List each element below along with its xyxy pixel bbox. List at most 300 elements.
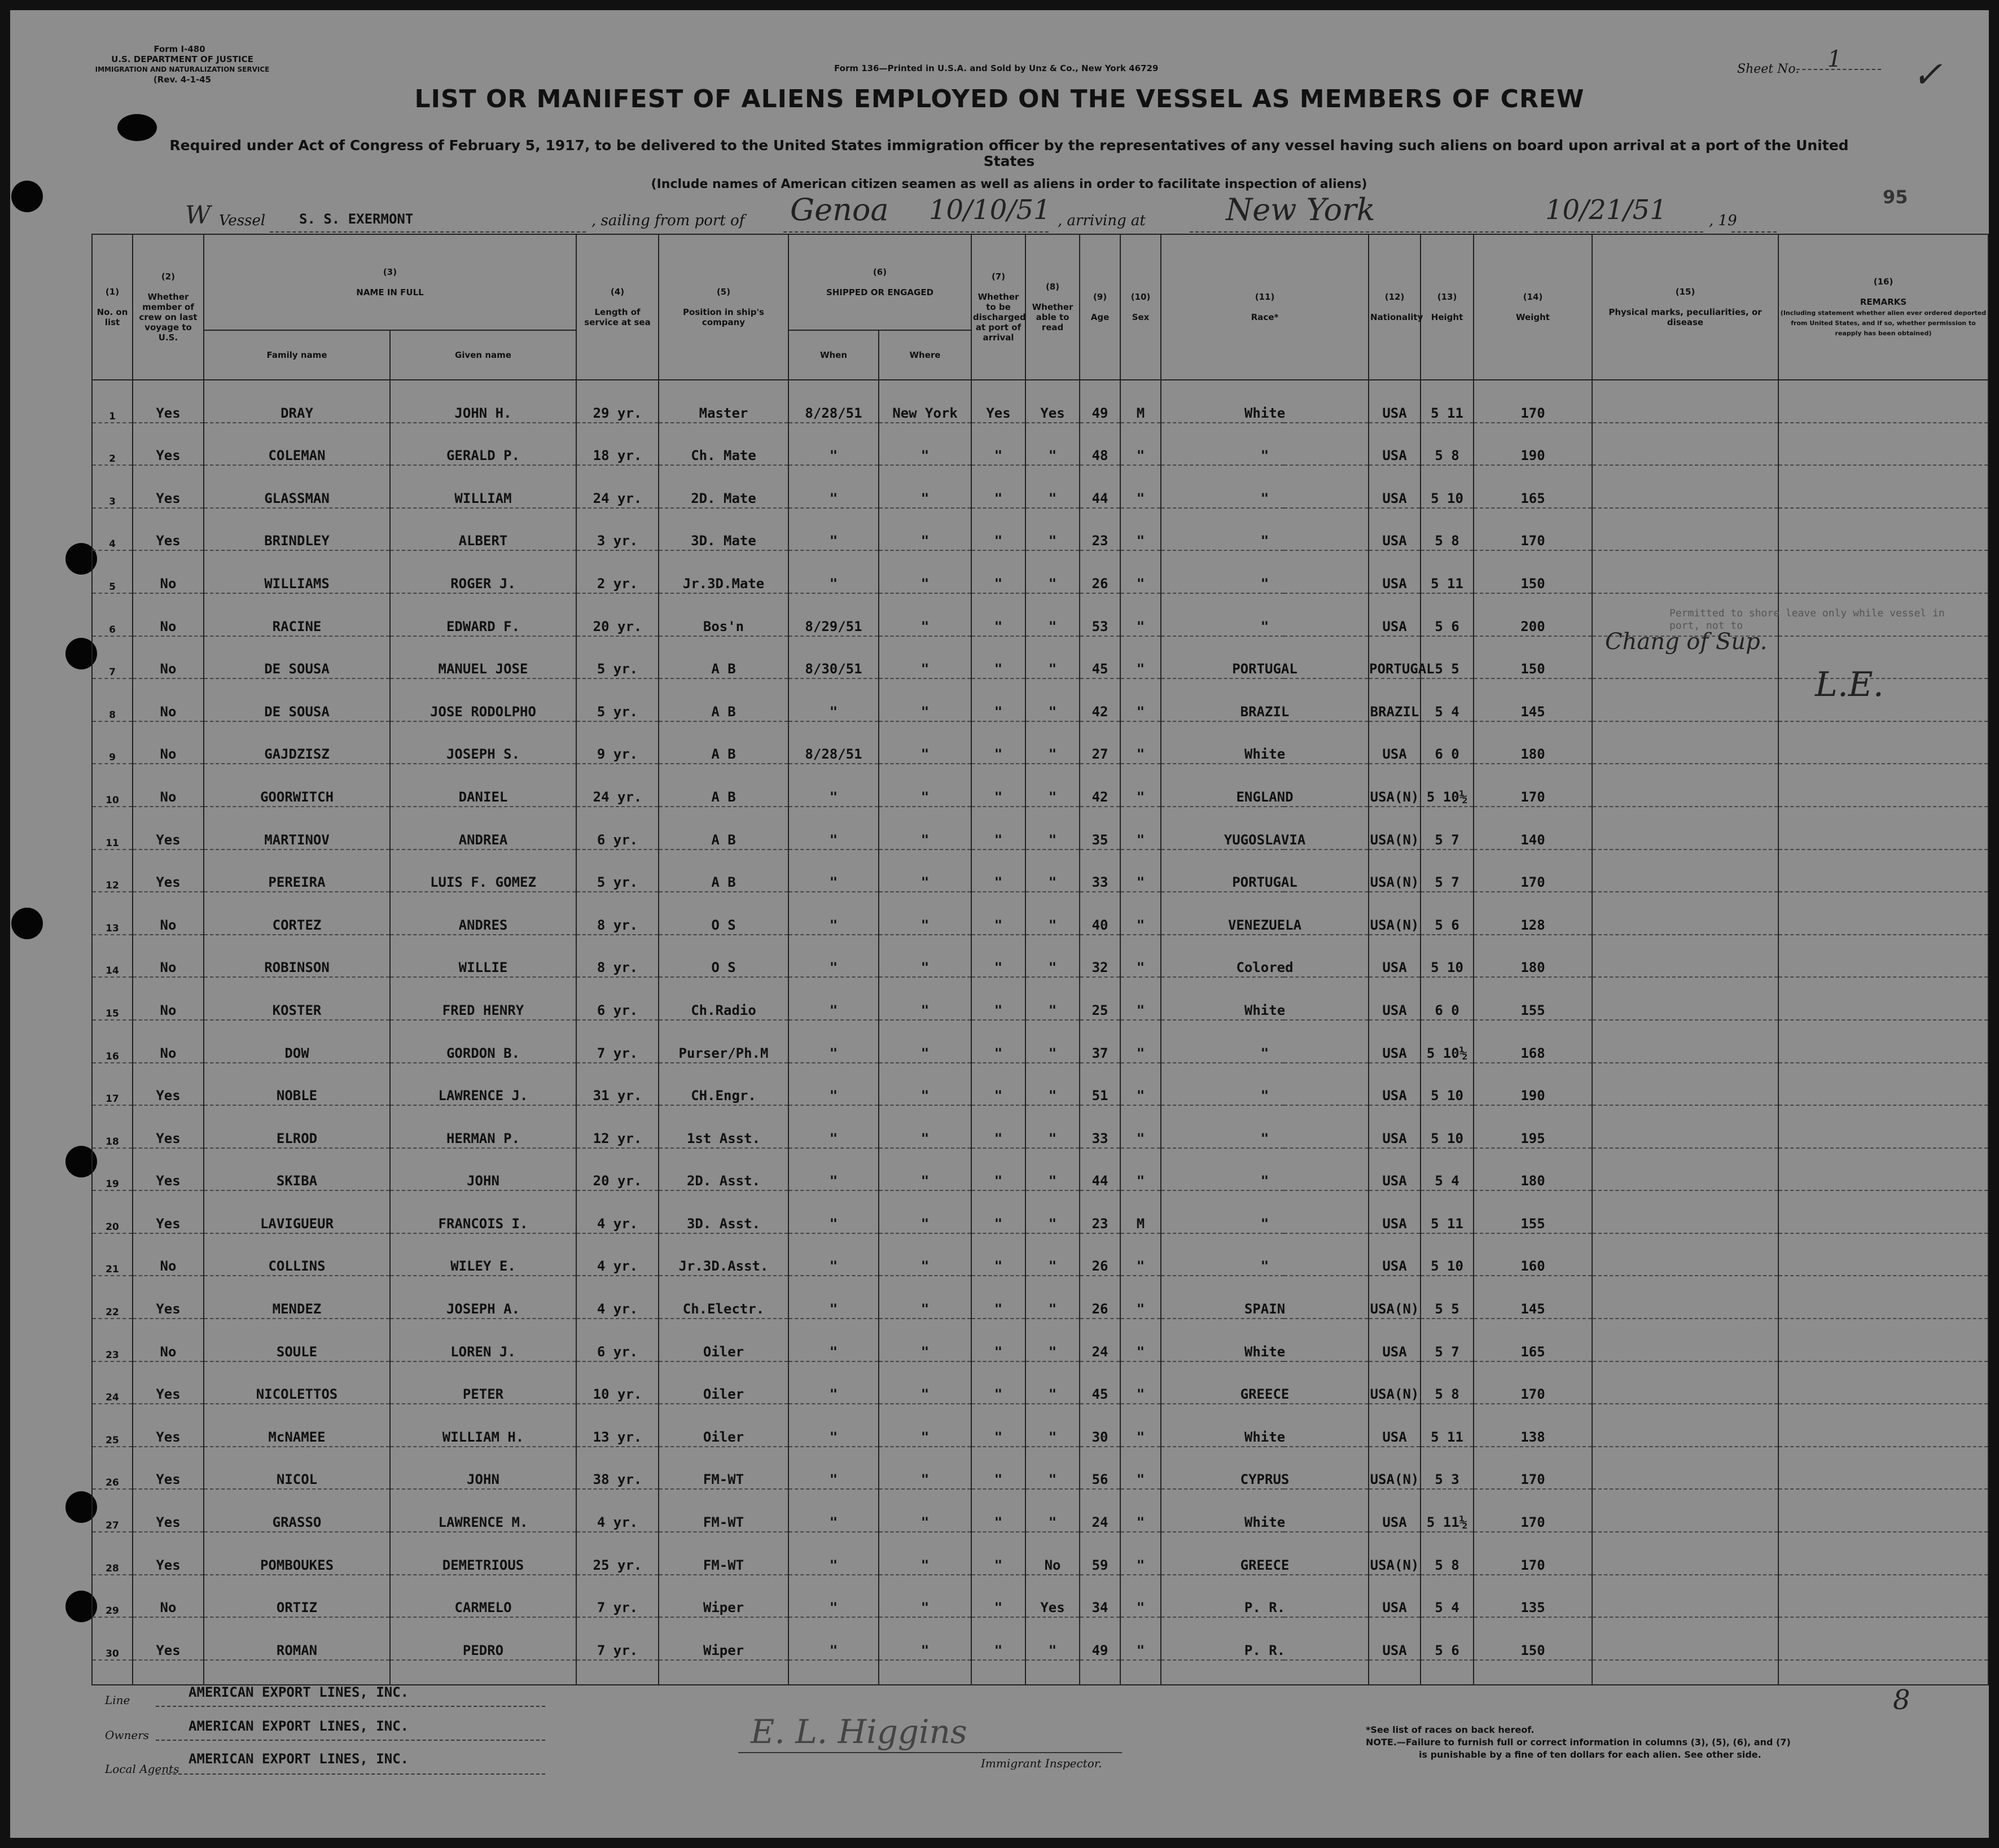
cell-no: 7 (92, 636, 133, 679)
cell-when: " (788, 1063, 879, 1106)
cell-position: O S (659, 892, 788, 935)
cell-race: SPAIN (1161, 1276, 1369, 1319)
col-where: Where (879, 330, 971, 380)
cell-physical (1592, 1190, 1778, 1233)
cell-read: " (1025, 849, 1080, 892)
cell-no: 2 (92, 423, 133, 466)
cell-voy: No (133, 636, 204, 679)
cell-service: 24 yr. (576, 465, 659, 508)
cell-family: WILLIAMS (204, 550, 390, 593)
manifest-sheet (10, 10, 1989, 1838)
cell-family: DE SOUSA (204, 636, 390, 679)
signature-line (738, 1752, 1122, 1753)
cell-remarks (1778, 977, 1988, 1020)
cell-no: 28 (92, 1532, 133, 1575)
cell-remarks (1778, 849, 1988, 892)
spacer-cell (133, 1660, 204, 1685)
cell-where: " (879, 764, 971, 807)
cell-height: 5 11 (1421, 550, 1474, 593)
cell-physical (1592, 550, 1778, 593)
table-row (92, 1020, 1988, 1063)
cell-voy: Yes (133, 1063, 204, 1106)
col-header-5: (5) Position in ship's company (659, 234, 788, 380)
cell-family: GAJDZISZ (204, 721, 390, 764)
cell-service: 29 yr. (576, 380, 659, 423)
cell-remarks (1778, 423, 1988, 466)
cell-service: 18 yr. (576, 423, 659, 466)
cell-sex: " (1120, 764, 1161, 807)
penalty-note-1: NOTE.—Failure to furnish full or correct information in columns (3), (5), (6), and (7) (1366, 1737, 1791, 1748)
table-row (92, 1233, 1988, 1276)
form-subtitle: Required under Act of Congress of February 5, 1917, to be delivered to the United States immigration officer by the representatives of any vessel having such aliens on board upon arrival at a port of the United States (169, 137, 1849, 169)
cell-height: 5 10 (1421, 1063, 1474, 1106)
cell-when: " (788, 892, 879, 935)
cell-race: " (1161, 593, 1369, 636)
cell-disch: Yes (971, 380, 1025, 423)
cell-remarks (1778, 892, 1988, 935)
cell-remarks (1778, 721, 1988, 764)
cell-height: 5 6 (1421, 593, 1474, 636)
cell-weight: 170 (1474, 1532, 1592, 1575)
cell-voy: No (133, 550, 204, 593)
cell-read: " (1025, 508, 1080, 551)
cell-read: " (1025, 1190, 1080, 1233)
cell-when: 8/28/51 (788, 721, 879, 764)
cell-given: ALBERT (390, 508, 576, 551)
cell-voy: Yes (133, 465, 204, 508)
table-row (92, 977, 1988, 1020)
cell-when: " (788, 1020, 879, 1063)
cell-position: CH.Engr. (659, 1063, 788, 1106)
cell-weight: 140 (1474, 807, 1592, 849)
cell-sex: " (1120, 1063, 1161, 1106)
cell-sex: " (1120, 1319, 1161, 1361)
cell-disch: " (971, 550, 1025, 593)
cell-sex: M (1120, 1190, 1161, 1233)
spacer-cell (92, 1660, 133, 1685)
inspector-label: Immigrant Inspector. (981, 1757, 1102, 1770)
cell-position: FM-WT (659, 1532, 788, 1575)
cell-nat: USA(N) (1369, 807, 1421, 849)
cell-service: 7 yr. (576, 1617, 659, 1660)
cell-family: McNAMEE (204, 1404, 390, 1447)
cell-when: " (788, 1532, 879, 1575)
cell-weight: 180 (1474, 721, 1592, 764)
cell-height: 6 0 (1421, 721, 1474, 764)
table-row (92, 1190, 1988, 1233)
cell-weight: 150 (1474, 550, 1592, 593)
cell-age: 30 (1080, 1404, 1120, 1447)
form-instruction: (Include names of American citizen seamen as well as aliens in order to facilitate inspection of aliens) (651, 177, 1367, 191)
owners-value: AMERICAN EXPORT LINES, INC. (188, 1718, 409, 1734)
cell-height: 5 8 (1421, 423, 1474, 466)
cell-when: " (788, 1447, 879, 1490)
cell-voy: Yes (133, 1532, 204, 1575)
cell-no: 17 (92, 1063, 133, 1106)
cell-sex: " (1120, 935, 1161, 978)
cell-disch: " (971, 1404, 1025, 1447)
cell-nat: USA (1369, 1489, 1421, 1532)
cell-service: 20 yr. (576, 1148, 659, 1191)
cell-given: FRANCOIS I. (390, 1190, 576, 1233)
cell-where: " (879, 849, 971, 892)
table-row (92, 1404, 1988, 1447)
cell-weight: 150 (1474, 636, 1592, 679)
cell-weight: 170 (1474, 1361, 1592, 1404)
agents-value: AMERICAN EXPORT LINES, INC. (188, 1751, 409, 1767)
cell-family: MENDEZ (204, 1276, 390, 1319)
remarks-stamp: Permitted to shore leave only while vessel in port, not to (1669, 607, 1945, 632)
cell-voy: Yes (133, 380, 204, 423)
cell-no: 26 (92, 1447, 133, 1490)
cell-physical (1592, 1063, 1778, 1106)
cell-read: " (1025, 1020, 1080, 1063)
cell-disch: " (971, 892, 1025, 935)
table-row (92, 1447, 1988, 1490)
cell-height: 5 8 (1421, 1361, 1474, 1404)
remarks-handwriting: Chang of Sup. (1605, 629, 1768, 655)
cell-given: JOSE RODOLPHO (390, 678, 576, 721)
cell-no: 15 (92, 977, 133, 1020)
corner-mark: 8 (1893, 1684, 1910, 1716)
col-header-4: (4) Length of service at sea (576, 234, 659, 380)
cell-service: 10 yr. (576, 1361, 659, 1404)
cell-voy: Yes (133, 1489, 204, 1532)
cell-where: " (879, 892, 971, 935)
cell-height: 5 3 (1421, 1447, 1474, 1490)
cell-position: Oiler (659, 1404, 788, 1447)
table-row (92, 1532, 1988, 1575)
cell-no: 10 (92, 764, 133, 807)
cell-disch: " (971, 935, 1025, 978)
cell-race: GREECE (1161, 1361, 1369, 1404)
form-number: Form I-480 (154, 44, 205, 54)
cell-read: " (1025, 1276, 1080, 1319)
table-row (92, 380, 1988, 423)
cell-sex: " (1120, 508, 1161, 551)
cell-race: " (1161, 1020, 1369, 1063)
cell-physical (1592, 721, 1778, 764)
cell-where: " (879, 1617, 971, 1660)
cell-sex: " (1120, 1276, 1161, 1319)
cell-voy: No (133, 1233, 204, 1276)
cell-sex: " (1120, 1575, 1161, 1618)
spacer-cell (204, 1660, 390, 1685)
cell-when: " (788, 1489, 879, 1532)
cell-age: 33 (1080, 1105, 1120, 1148)
table-row (92, 508, 1988, 551)
cell-disch: " (971, 1105, 1025, 1148)
cell-nat: USA (1369, 1233, 1421, 1276)
cell-nat: USA (1369, 1319, 1421, 1361)
cell-service: 9 yr. (576, 721, 659, 764)
cell-family: GRASSO (204, 1489, 390, 1532)
cell-family: GOORWITCH (204, 764, 390, 807)
cell-no: 18 (92, 1105, 133, 1148)
cell-age: 45 (1080, 1361, 1120, 1404)
cell-when: " (788, 678, 879, 721)
cell-height: 5 7 (1421, 1319, 1474, 1361)
cell-age: 25 (1080, 977, 1120, 1020)
cell-weight: 190 (1474, 423, 1592, 466)
spacer-cell (1080, 1660, 1120, 1685)
cell-where: " (879, 1105, 971, 1148)
cell-height: 5 4 (1421, 1575, 1474, 1618)
inspector-signature: E. L. Higgins (751, 1713, 967, 1751)
crew-body (92, 380, 1988, 1685)
cell-physical (1592, 1233, 1778, 1276)
cell-when: 8/28/51 (788, 380, 879, 423)
cell-race: " (1161, 1105, 1369, 1148)
cell-weight: 170 (1474, 849, 1592, 892)
col-header-3: (3) NAME IN FULL (204, 234, 576, 330)
cell-sex: " (1120, 550, 1161, 593)
spacer-cell (576, 1660, 659, 1685)
cell-race: P. R. (1161, 1575, 1369, 1618)
col-header-14: (14) Weight (1474, 234, 1592, 380)
cell-when: " (788, 1404, 879, 1447)
cell-no: 5 (92, 550, 133, 593)
line-label: Line (105, 1693, 130, 1707)
col-header-1: (1) No. on list (92, 234, 133, 380)
cell-physical (1592, 977, 1778, 1020)
printer-line: Form 136—Printed in U.S.A. and Sold by Unz & Co., New York 46729 (834, 63, 1159, 73)
cell-race: PORTUGAL (1161, 849, 1369, 892)
spacer-cell (1778, 1660, 1988, 1685)
cell-race: White (1161, 380, 1369, 423)
cell-where: " (879, 1447, 971, 1490)
cell-service: 12 yr. (576, 1105, 659, 1148)
cell-weight: 165 (1474, 1319, 1592, 1361)
cell-no: 12 (92, 849, 133, 892)
vessel-label: Vessel (219, 212, 266, 229)
cell-nat: USA (1369, 1105, 1421, 1148)
cell-sex: " (1120, 636, 1161, 679)
col-header-12: (12) Nationality (1369, 234, 1421, 380)
sailing-label: , sailing from port of (591, 212, 745, 229)
cell-position: Wiper (659, 1575, 788, 1618)
cell-weight: 150 (1474, 1617, 1592, 1660)
cell-family: CORTEZ (204, 892, 390, 935)
cell-weight: 170 (1474, 508, 1592, 551)
cell-family: ROBINSON (204, 935, 390, 978)
spacer-cell (1025, 1660, 1080, 1685)
cell-nat: USA(N) (1369, 1532, 1421, 1575)
cell-position: Oiler (659, 1361, 788, 1404)
cell-family: MARTINOV (204, 807, 390, 849)
cell-nat: USA (1369, 550, 1421, 593)
cell-weight: 155 (1474, 1190, 1592, 1233)
cell-voy: Yes (133, 1404, 204, 1447)
cell-position: A B (659, 849, 788, 892)
cell-race: White (1161, 977, 1369, 1020)
owners-underline (156, 1740, 545, 1741)
cell-family: KOSTER (204, 977, 390, 1020)
cell-disch: " (971, 636, 1025, 679)
col-header-8: (8) Whether able to read (1025, 234, 1080, 380)
table-row (92, 1276, 1988, 1319)
table-row (92, 892, 1988, 935)
cell-physical (1592, 849, 1778, 892)
cell-age: 26 (1080, 550, 1120, 593)
cell-position: Oiler (659, 1319, 788, 1361)
cell-height: 5 11½ (1421, 1489, 1474, 1532)
cell-remarks (1778, 1020, 1988, 1063)
cell-age: 34 (1080, 1575, 1120, 1618)
cell-disch: " (971, 1361, 1025, 1404)
cell-weight: 200 (1474, 593, 1592, 636)
cell-no: 6 (92, 593, 133, 636)
cell-family: ROMAN (204, 1617, 390, 1660)
cell-where: " (879, 1575, 971, 1618)
cell-no: 23 (92, 1319, 133, 1361)
cell-when: " (788, 465, 879, 508)
cell-given: WILLIAM (390, 465, 576, 508)
sailing-port: Genoa (790, 192, 889, 227)
sheet-number-line (1796, 69, 1881, 70)
table-row (92, 849, 1988, 892)
cell-voy: No (133, 593, 204, 636)
spacer-cell (1161, 1660, 1369, 1685)
service: IMMIGRATION AND NATURALIZATION SERVICE (95, 65, 270, 73)
cell-height: 5 10½ (1421, 764, 1474, 807)
cell-where: " (879, 1489, 971, 1532)
cell-service: 3 yr. (576, 508, 659, 551)
cell-family: DRAY (204, 380, 390, 423)
cell-weight: 165 (1474, 465, 1592, 508)
cell-where: " (879, 636, 971, 679)
cell-where: " (879, 1361, 971, 1404)
cell-weight: 180 (1474, 1148, 1592, 1191)
cell-weight: 170 (1474, 1447, 1592, 1490)
cell-family: NOBLE (204, 1063, 390, 1106)
cell-service: 4 yr. (576, 1489, 659, 1532)
cell-weight: 170 (1474, 380, 1592, 423)
cell-physical (1592, 1020, 1778, 1063)
sailing-date: 10/10/51 (929, 194, 1051, 226)
cell-family: DE SOUSA (204, 678, 390, 721)
cell-age: 44 (1080, 465, 1120, 508)
col-when: When (788, 330, 879, 380)
cell-service: 2 yr. (576, 550, 659, 593)
cell-height: 6 0 (1421, 977, 1474, 1020)
cell-service: 5 yr. (576, 678, 659, 721)
cell-given: PEDRO (390, 1617, 576, 1660)
cell-remarks (1778, 1489, 1988, 1532)
cell-read: " (1025, 636, 1080, 679)
cell-disch: " (971, 807, 1025, 849)
cell-age: 40 (1080, 892, 1120, 935)
cell-weight: 155 (1474, 977, 1592, 1020)
cell-read: " (1025, 1489, 1080, 1532)
cell-when: " (788, 1190, 879, 1233)
cell-race: " (1161, 508, 1369, 551)
cell-sex: " (1120, 1105, 1161, 1148)
spacer-cell (659, 1660, 788, 1685)
cell-service: 4 yr. (576, 1233, 659, 1276)
cell-position: Bos'n (659, 593, 788, 636)
cell-read: " (1025, 1319, 1080, 1361)
cell-race: White (1161, 1319, 1369, 1361)
cell-weight: 170 (1474, 1489, 1592, 1532)
cell-nat: USA(N) (1369, 1361, 1421, 1404)
cell-sex: " (1120, 1361, 1161, 1404)
cell-sex: " (1120, 1617, 1161, 1660)
cell-physical (1592, 1148, 1778, 1191)
cell-voy: No (133, 721, 204, 764)
cell-read: No (1025, 1532, 1080, 1575)
cell-where: " (879, 1148, 971, 1191)
cell-disch: " (971, 1276, 1025, 1319)
cell-sex: " (1120, 1020, 1161, 1063)
cell-physical (1592, 423, 1778, 466)
cell-age: 26 (1080, 1233, 1120, 1276)
cell-weight: 190 (1474, 1063, 1592, 1106)
cell-no: 11 (92, 807, 133, 849)
revision: (Rev. 4-1-45 (153, 75, 212, 85)
cell-physical (1592, 1361, 1778, 1404)
cell-given: CARMELO (390, 1575, 576, 1618)
cell-read: " (1025, 892, 1080, 935)
cell-remarks (1778, 1233, 1988, 1276)
cell-physical (1592, 1447, 1778, 1490)
cell-when: " (788, 508, 879, 551)
cell-remarks (1778, 1319, 1988, 1361)
cell-sex: " (1120, 892, 1161, 935)
cell-nat: USA (1369, 1148, 1421, 1191)
cell-remarks (1778, 935, 1988, 978)
cell-when: " (788, 423, 879, 466)
year-line (1731, 231, 1777, 233)
cell-service: 7 yr. (576, 1020, 659, 1063)
cell-where: " (879, 1063, 971, 1106)
cell-height: 5 7 (1421, 849, 1474, 892)
cell-service: 31 yr. (576, 1063, 659, 1106)
department: U.S. DEPARTMENT OF JUSTICE (111, 54, 253, 64)
cell-where: New York (879, 380, 971, 423)
table-row (92, 1105, 1988, 1148)
cell-race: Colored (1161, 935, 1369, 978)
cell-voy: Yes (133, 1276, 204, 1319)
port-line (783, 231, 1049, 233)
arriving-label: , arriving at (1058, 212, 1146, 229)
cell-age: 27 (1080, 721, 1120, 764)
cell-read: " (1025, 1617, 1080, 1660)
cell-age: 24 (1080, 1489, 1120, 1532)
cell-sex: " (1120, 849, 1161, 892)
cell-no: 4 (92, 508, 133, 551)
cell-nat: USA (1369, 721, 1421, 764)
sheet-number: 1 (1827, 46, 1842, 72)
cell-race: P. R. (1161, 1617, 1369, 1660)
cell-given: WILLIAM H. (390, 1404, 576, 1447)
cell-sex: " (1120, 807, 1161, 849)
cell-where: " (879, 508, 971, 551)
cell-physical (1592, 1319, 1778, 1361)
cell-voy: Yes (133, 1617, 204, 1660)
cell-when: " (788, 550, 879, 593)
table-row (92, 423, 1988, 466)
cell-remarks (1778, 807, 1988, 849)
cell-given: LAWRENCE J. (390, 1063, 576, 1106)
cell-nat: USA (1369, 1020, 1421, 1063)
cell-age: 51 (1080, 1063, 1120, 1106)
cell-physical (1592, 892, 1778, 935)
cell-nat: USA (1369, 1190, 1421, 1233)
cell-age: 26 (1080, 1276, 1120, 1319)
sheet-label: Sheet No. (1737, 62, 1800, 76)
table-spacer (92, 1660, 1988, 1685)
